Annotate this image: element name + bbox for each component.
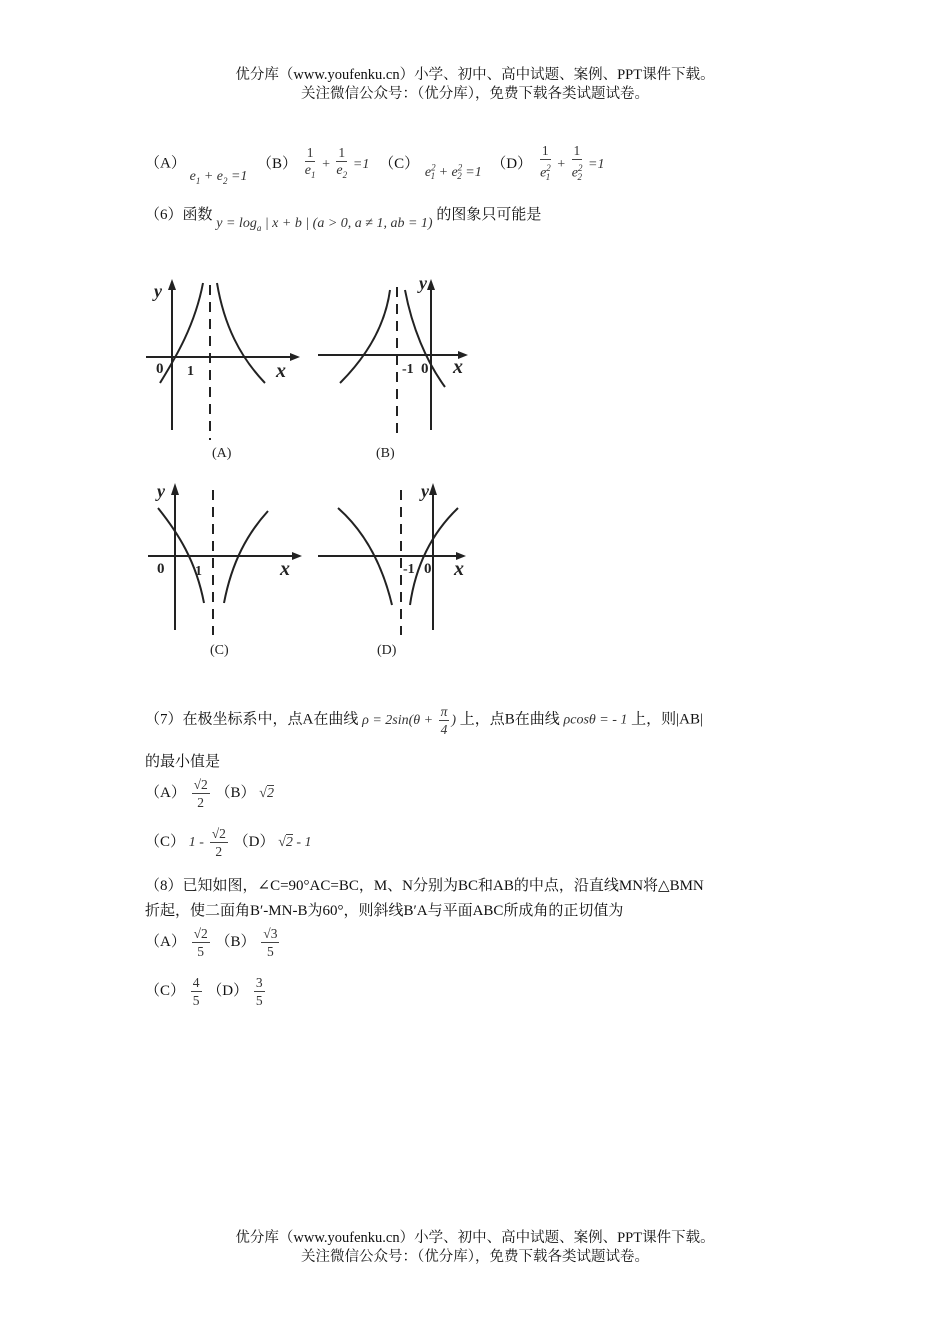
q7-option-c-value: $\frac{√2}{2}$ bbox=[211, 826, 226, 859]
graph-a-tick-1: 1 bbox=[187, 364, 194, 379]
q7-stem-line-2: 的最小值是 bbox=[145, 754, 221, 770]
graph-c-y-label: y bbox=[157, 481, 165, 501]
header-line-1: 优分库（www.youfenku.cn）小学、初中、高中试题、案例、PPT课件下载。 bbox=[235, 67, 715, 83]
q8-option-a-label: （A） bbox=[145, 933, 186, 950]
graph-a-y-arrow bbox=[168, 279, 176, 290]
graph-b-tick-neg1: -1 bbox=[402, 362, 414, 377]
graph-c-caption: (C) bbox=[210, 643, 229, 658]
graph-b-left-branch bbox=[340, 290, 390, 383]
graph-c-tick-1: 1 bbox=[195, 564, 202, 579]
q5-option-c-label: （C） bbox=[379, 155, 420, 172]
q7-option-c-label: （C） bbox=[145, 833, 186, 850]
q6-graphs-figure bbox=[140, 265, 480, 665]
q8-option-c-label: （C） bbox=[145, 982, 186, 999]
q8-stem-line-1: （8）已知如图，∠C=90°AC=BC，M、N分别为BC和AB的中点，沿直线MN将△BMN bbox=[145, 878, 704, 894]
q7-curve-a: ρ = 2sin(θ + $\frac{\pi}{4}$ ) bbox=[362, 704, 457, 737]
graph-a-y-label: y bbox=[154, 281, 162, 301]
q5-option-a-formula: $e_1 + e_2 =1$ bbox=[189, 168, 248, 186]
q7-option-a-value: $\frac{√2}{2}$ bbox=[193, 777, 208, 810]
graph-d-y-arrow bbox=[429, 483, 437, 495]
graph-a-origin: 0 bbox=[156, 361, 164, 377]
graph-d-caption: (D) bbox=[377, 643, 397, 658]
graph-d-tick-neg1: -1 bbox=[403, 562, 415, 577]
graph-d-origin: 0 bbox=[424, 561, 432, 577]
q5-option-c-formula: $e^2_1 + e^2_2 =1$ bbox=[424, 162, 482, 182]
graph-d bbox=[318, 481, 466, 658]
graph-b-x-label: x bbox=[453, 356, 463, 378]
graph-c-origin: 0 bbox=[157, 561, 165, 577]
graph-b bbox=[318, 273, 468, 461]
q5-option-d-formula: $\frac{1}{e^2_1}$ + $\frac{1}{e^2_2}$ =1 bbox=[540, 143, 605, 183]
graph-a-x-arrow bbox=[290, 353, 300, 361]
q7-suffix: 上，则|AB| bbox=[631, 711, 704, 728]
graph-a-left-branch bbox=[160, 283, 203, 383]
graph-b-y-arrow bbox=[427, 279, 435, 290]
q8-option-c-value: $\frac{4}{5}$ bbox=[192, 975, 200, 1008]
q8-option-b-label: （B） bbox=[215, 933, 256, 950]
graph-a bbox=[146, 279, 300, 461]
graph-b-y-label: y bbox=[419, 273, 427, 293]
q6-stem bbox=[145, 203, 542, 233]
q7-option-d-label: （D） bbox=[233, 833, 275, 850]
footer-line-1: 优分库（www.youfenku.cn）小学、初中、高中试题、案例、PPT课件下载。 bbox=[235, 1230, 715, 1246]
q5-options bbox=[145, 142, 604, 186]
graph-d-y-label: y bbox=[421, 481, 429, 501]
q7-option-b-value: √2 bbox=[259, 785, 274, 801]
q7-curve-b: ρcosθ = - 1 bbox=[563, 712, 628, 728]
q7-option-d-value: √2 - 1 bbox=[278, 834, 312, 850]
graph-c-y-arrow bbox=[171, 483, 179, 495]
header-line-2: 关注微信公众号：（优分库），免费下载各类试题试卷。 bbox=[301, 86, 649, 102]
q7-option-a-label: （A） bbox=[145, 784, 186, 801]
q7-stem-line-1 bbox=[145, 703, 703, 738]
graph-c bbox=[148, 481, 302, 658]
q7-option-b-label: （B） bbox=[215, 784, 256, 801]
q7-prefix: （7）在极坐标系中，点A在曲线 bbox=[145, 711, 359, 728]
q6-formula: $y = \log_a$ | x + b | (a > 0, a ≠ 1, ab = 1) bbox=[216, 216, 433, 233]
q5-option-b-label: （B） bbox=[256, 155, 297, 172]
q5-option-d-label: （D） bbox=[491, 155, 533, 172]
q5-option-b-formula: $\frac{1}{e_1}$ + $\frac{1}{e_2}$ =1 bbox=[304, 145, 370, 181]
graph-a-right-branch bbox=[217, 283, 265, 383]
q8-option-a-value: $\frac{√2}{5}$ bbox=[193, 926, 208, 959]
q7-options-ab bbox=[145, 776, 274, 811]
graph-c-x-arrow bbox=[292, 552, 302, 560]
q7-mid: 上，点B在曲线 bbox=[459, 711, 560, 728]
graph-c-x-label: x bbox=[280, 558, 290, 580]
q8-option-b-value: $\frac{√3}{5}$ bbox=[263, 926, 278, 959]
graph-a-caption: (A) bbox=[212, 446, 232, 461]
q6-suffix: 的图象只可能是 bbox=[436, 207, 542, 223]
q6-prefix: （6）函数 bbox=[145, 207, 213, 223]
q7-options-cd bbox=[145, 825, 312, 860]
q5-option-a-label: （A） bbox=[145, 155, 186, 172]
page-footer bbox=[0, 1229, 950, 1267]
q8-option-d-value: $\frac{3}{5}$ bbox=[255, 975, 263, 1008]
q8-stem-line-2: 折起，使二面角B′-MN-B为60°，则斜线B′A与平面ABC所成角的正切值为 bbox=[145, 903, 624, 919]
q8-option-d-label: （D） bbox=[207, 982, 249, 999]
footer-line-2: 关注微信公众号：（优分库），免费下载各类试题试卷。 bbox=[301, 1249, 649, 1265]
graph-b-caption: (B) bbox=[376, 446, 395, 461]
q8-options-ab bbox=[145, 925, 281, 960]
page-header bbox=[0, 66, 950, 104]
q7-option-c-prefix: 1 - bbox=[188, 834, 204, 850]
graph-b-origin: 0 bbox=[421, 361, 429, 377]
graph-a-x-label: x bbox=[276, 360, 286, 382]
graph-d-x-label: x bbox=[454, 558, 464, 580]
q8-options-cd bbox=[145, 974, 267, 1009]
